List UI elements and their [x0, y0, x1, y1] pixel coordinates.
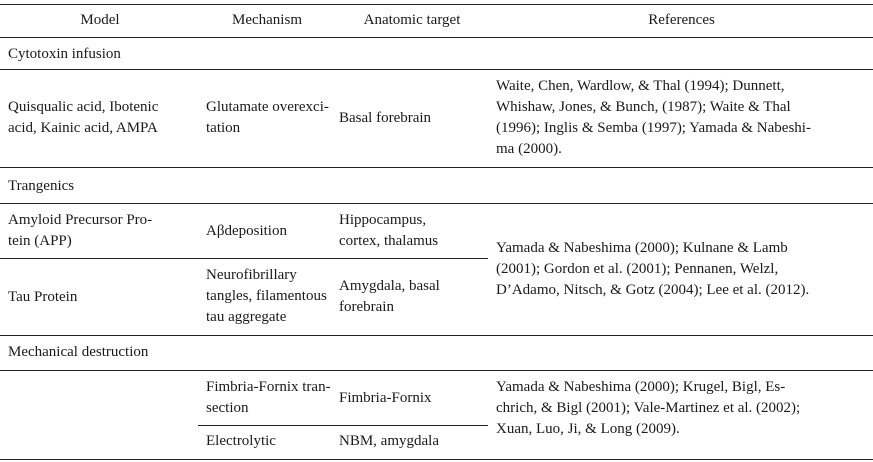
row-rule: [0, 167, 873, 168]
section-title: Mechanical destruction: [8, 344, 149, 360]
cell-model: Amyloid Precursor Pro- tein (APP): [8, 212, 153, 249]
cell-model: Quisqualic acid, Ibotenic acid, Kainic acid, AMPA: [8, 99, 159, 136]
cell-mechanism: Fimbria-Fornix tran- section: [206, 379, 331, 416]
cell-target: Amygdala, basal forebrain: [339, 278, 440, 315]
cell-mechanism: Electrolytic: [206, 433, 276, 449]
row-rule: [0, 258, 488, 259]
cell-references: Yamada & Nabeshima (2000); Krugel, Bigl, Es- chrich, & Bigl (2001); Vale-Martinez et al. (2002); Xuan, Luo, Ji, & Long (2009).: [496, 379, 801, 437]
header-model: Model: [80, 12, 120, 28]
row-rule: [198, 425, 488, 426]
section-title: Cytotoxin infusion: [8, 46, 121, 62]
cell-target: NBM, amygdala: [339, 433, 439, 449]
section-title: Trangenics: [8, 178, 75, 194]
cell-mechanism: Glutamate overexci- tation: [206, 99, 329, 136]
header-references: References: [648, 12, 715, 28]
section-rule: [0, 69, 873, 70]
table-bottom-rule: [0, 459, 873, 460]
cell-mechanism: Aβdeposition: [206, 223, 287, 239]
cell-mechanism: Neurofibrillary tangles, filamentous tau aggregate: [206, 267, 327, 325]
section-rule: [0, 370, 873, 371]
cell-target: Fimbria-Fornix: [339, 390, 432, 406]
cell-references: Yamada & Nabeshima (2000); Kulnane & Lamb (2001); Gordon et al. (2001); Pennanen, Welzl, D’Adamo, Nitsch, & Gotz (2004); Lee et al. (2012).: [496, 240, 810, 298]
header-anatomic-target: Anatomic target: [363, 12, 461, 28]
row-rule: [0, 335, 873, 336]
section-rule: [0, 203, 873, 204]
header-rule: [0, 37, 873, 38]
cell-target: Hippocampus, cortex, thalamus: [339, 212, 439, 249]
cell-references: Waite, Chen, Wardlow, & Thal (1994); Dunnett, Whishaw, Jones, & Bunch, (1987); Waite & Thal (1996); Inglis & Semba (1997); Yamada & Nabeshi- ma (2000).: [496, 78, 811, 157]
table-top-rule: [0, 4, 873, 5]
header-mechanism: Mechanism: [232, 12, 302, 28]
cell-target: Basal forebrain: [339, 110, 432, 126]
cell-model: Tau Protein: [8, 289, 78, 305]
